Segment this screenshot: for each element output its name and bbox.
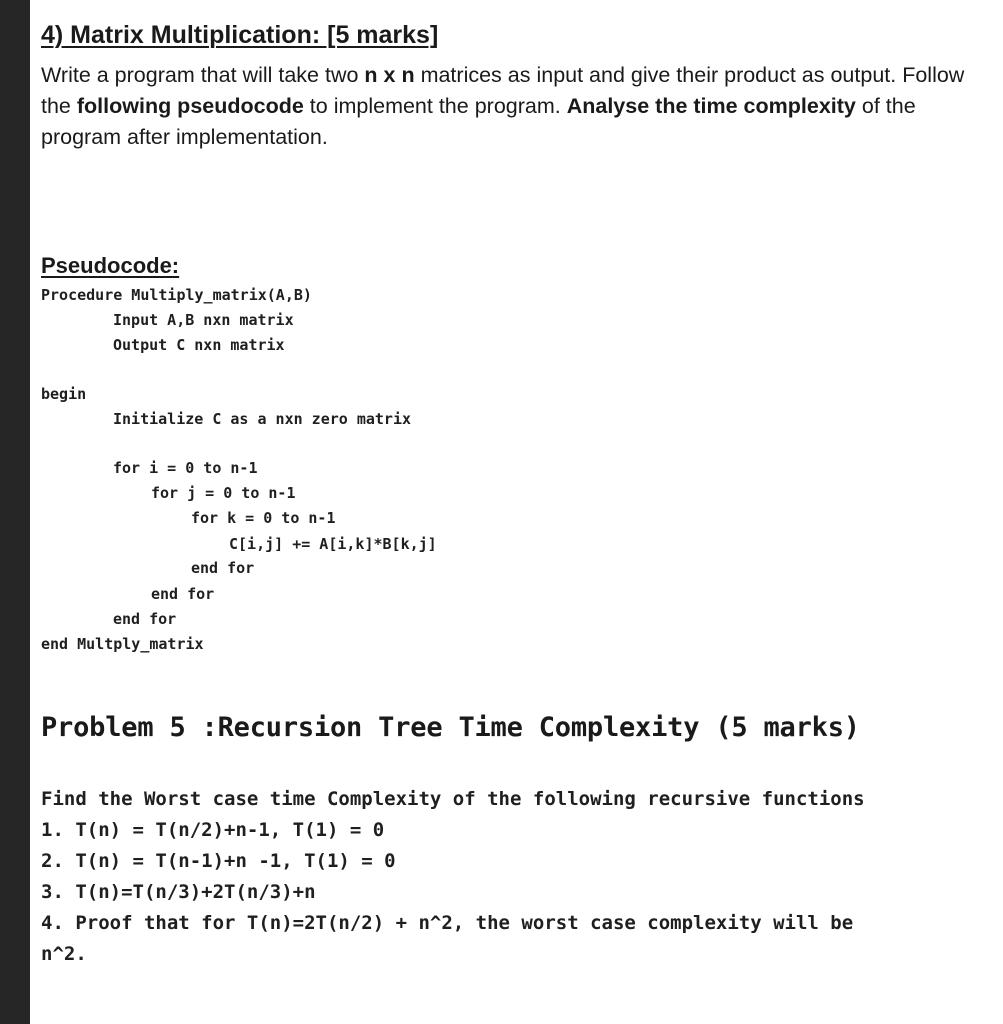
left-dark-border [0,0,30,1024]
section-title: 4) Matrix Multiplication: [5 marks] [41,21,439,49]
code-for-j-line: for j = 0 to n-1 [151,484,296,502]
code-procedure-line: Procedure Multiply_matrix(A,B) [41,286,312,304]
problem5-instruction: Find the Worst case time Complexity of the following recursive functions [41,788,865,810]
section-intro [41,60,986,153]
problem5-item-1: 1. T(n) = T(n/2)+n-1, T(1) = 0 [41,819,385,841]
problem5-item-2: 2. T(n) = T(n-1)+n -1, T(1) = 0 [41,850,396,872]
problem5-item-4-continuation: n^2. [41,943,87,965]
problem5-title: Problem 5 :Recursion Tree Time Complexity (5 marks) [41,712,860,743]
pseudocode-heading: Pseudocode: [41,253,180,278]
code-end-procedure-line: end Multply_matrix [41,635,204,653]
code-output-line: Output C nxn matrix [113,336,285,354]
intro-text-4: of the program after implementation. [41,94,916,149]
code-end-for-i-line: end for [113,610,177,628]
code-end-for-k-line: end for [191,559,255,577]
code-assign-line: C[i,j] += A[i,k]*B[k,j] [229,535,437,553]
intro-bold-pseudocode: following pseudocode [76,94,304,118]
code-end-for-j-line: end for [151,585,215,603]
intro-bold-analyse: Analyse the time complexity [566,94,856,118]
code-init-line: Initialize C as a nxn zero matrix [113,410,412,428]
code-begin-line: begin [41,385,87,403]
intro-text-1: Write a program that will take two [41,63,365,87]
document-page [30,0,1003,1024]
problem5-item-3: 3. T(n)=T(n/3)+2T(n/3)+n [41,881,316,903]
intro-text-3: to implement the program. [303,94,567,118]
code-input-line: Input A,B nxn matrix [113,311,294,329]
problem5-item-4: 4. Proof that for T(n)=2T(n/2) + n^2, the worst case complexity will be [41,912,854,934]
code-for-i-line: for i = 0 to n-1 [113,459,258,477]
code-for-k-line: for k = 0 to n-1 [191,509,336,527]
intro-text-2: matrices as input and give their product as output. Follow the [41,63,965,118]
intro-bold-dimension: n x n [364,63,415,87]
